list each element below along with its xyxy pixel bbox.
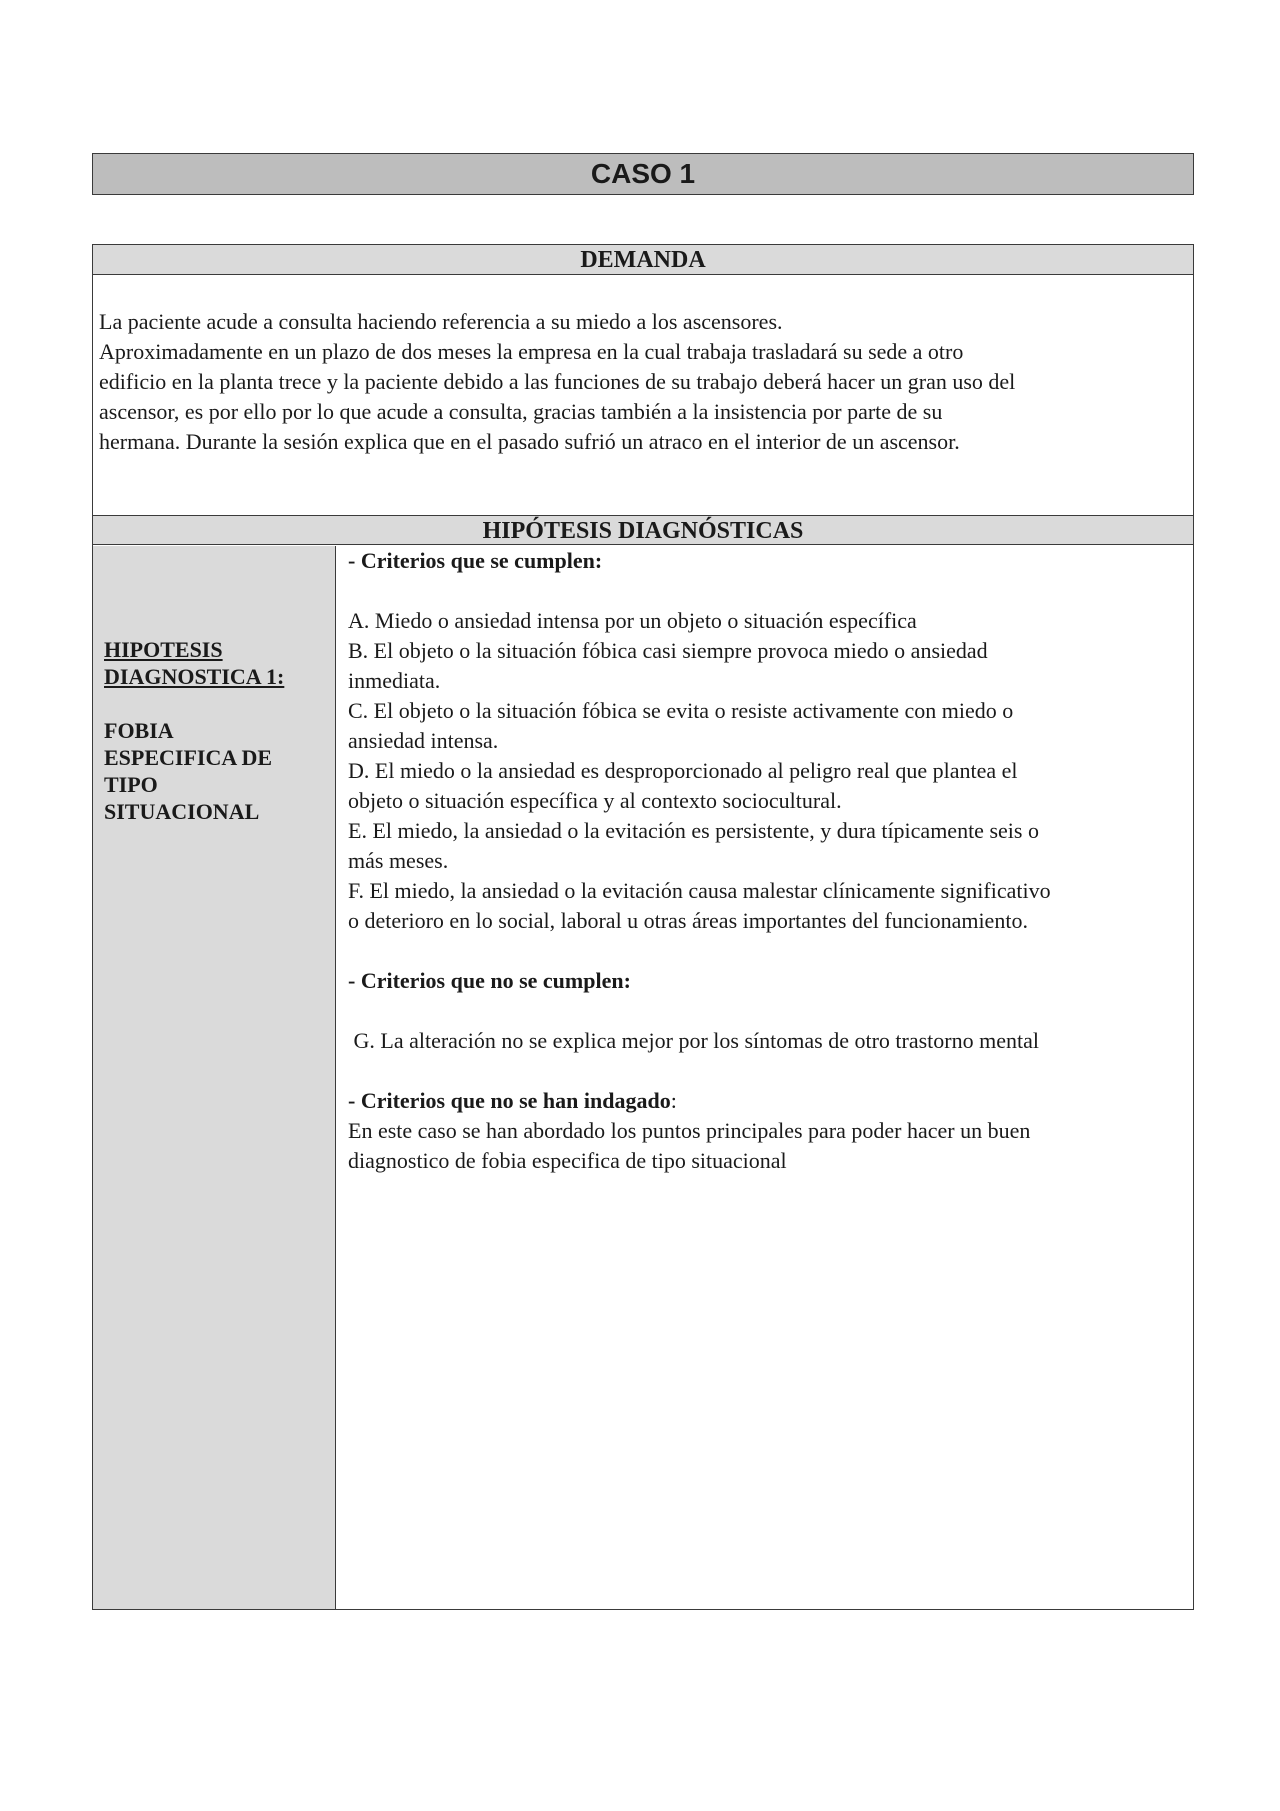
- no-cumplen-line: G. La alteración no se explica mejor por los síntomas de otro trastorno mental: [348, 1028, 1039, 1053]
- criterion-line: B. El objeto o la situación fóbica casi siempre provoca miedo o ansiedad: [348, 638, 988, 663]
- case-table: [92, 244, 1194, 1610]
- diagnosis-line: ESPECIFICA DE: [104, 745, 273, 770]
- no-cumplen-text: [348, 1026, 1183, 1056]
- demanda-line: ascensor, es por ello por lo que acude a consulta, gracias también a la insistencia por parte de su: [99, 399, 943, 424]
- criterion-line: E. El miedo, la ansiedad o la evitación es persistente, y dura típicamente seis o: [348, 818, 1039, 843]
- criterion-line: A. Miedo o ansiedad intensa por un objeto o situación específica: [348, 608, 917, 633]
- no-indagado-line: diagnostico de fobia especifica de tipo situacional: [348, 1148, 787, 1173]
- hypothesis-label-line: DIAGNOSTICA 1:: [104, 664, 285, 689]
- hypothesis-label-cell: [93, 546, 336, 1609]
- no-indagado-line: En este caso se han abordado los puntos principales para poder hacer un buen: [348, 1118, 1031, 1143]
- case-title-bar: [92, 153, 1194, 195]
- no-cumplen-title: - Criterios que no se cumplen:: [348, 968, 631, 993]
- hipotesis-header: HIPÓTESIS DIAGNÓSTICAS: [93, 515, 1193, 545]
- criterion-line: C. El objeto o la situación fóbica se evita o resiste activamente con miedo o: [348, 698, 1014, 723]
- diagnosis-line: FOBIA: [104, 718, 174, 743]
- case-title: CASO 1: [590, 158, 696, 189]
- criterion-line: más meses.: [348, 848, 449, 873]
- hypothesis-label-line: HIPOTESIS: [104, 637, 223, 662]
- demanda-line: hermana. Durante la sesión explica que en el pasado sufrió un atraco en el interior de un ascensor.: [99, 429, 960, 454]
- criteria-cell: [336, 546, 1193, 1609]
- criterion-line: o deterioro en lo social, laboral u otras áreas importantes del funcionamiento.: [348, 908, 1028, 933]
- criterion-line: inmediata.: [348, 668, 441, 693]
- hypothesis-label: [104, 636, 329, 825]
- criterion-line: objeto o situación específica y al contexto sociocultural.: [348, 788, 842, 813]
- cumplen-title: - Criterios que se cumplen:: [348, 548, 603, 573]
- criterion-line: F. El miedo, la ansiedad o la evitación causa malestar clínicamente significativo: [348, 878, 1051, 903]
- demanda-line: La paciente acude a consulta haciendo referencia a su miedo a los ascensores.: [99, 309, 783, 334]
- demanda-line: edificio en la planta trece y la paciente debido a las funciones de su trabajo deberá hacer un gran uso del: [99, 369, 1016, 394]
- no-indagado-title: - Criterios que no se han indagado: [348, 1088, 671, 1113]
- criterion-line: D. El miedo o la ansiedad es desproporcionado al peligro real que plantea el: [348, 758, 1018, 783]
- demanda-line: Aproximadamente en un plazo de dos meses la empresa en la cual trabaja trasladará su sede a otro: [99, 339, 964, 364]
- diagnosis-line: SITUACIONAL: [104, 799, 260, 824]
- criterion-line: ansiedad intensa.: [348, 728, 499, 753]
- no-indagado-title-line: [348, 1086, 1183, 1116]
- demanda-text: [99, 307, 1183, 457]
- diagnosis-line: TIPO: [104, 772, 158, 797]
- no-indagado-colon: :: [670, 1088, 677, 1113]
- demanda-header: DEMANDA: [93, 245, 1193, 275]
